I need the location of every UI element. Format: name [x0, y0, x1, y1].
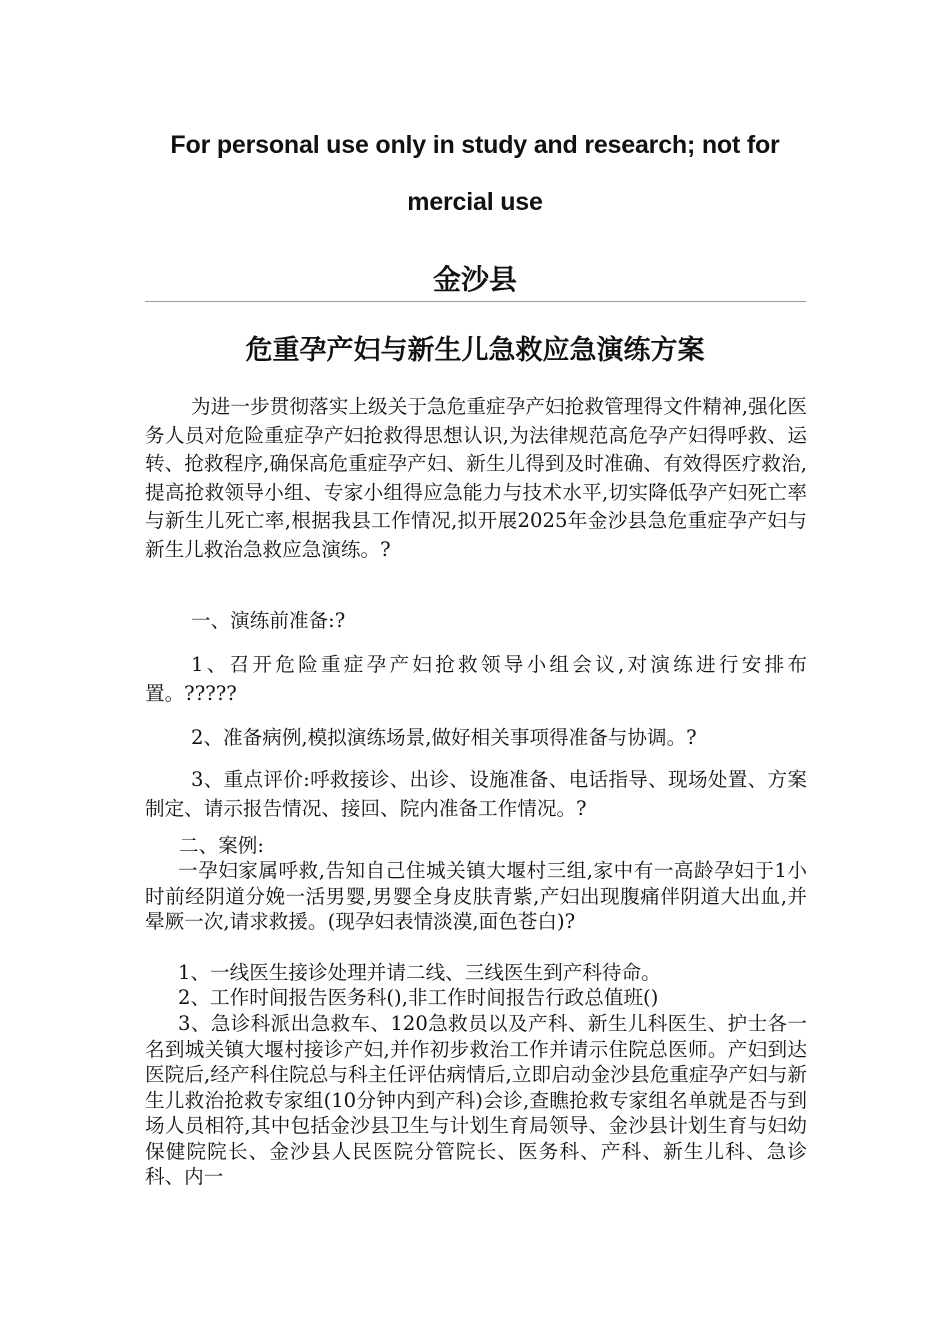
header-divider [145, 301, 806, 302]
document-title: 危重孕产妇与新生儿急救应急演练方案 [245, 335, 705, 366]
section-2-heading: 二、案例: [179, 834, 264, 857]
disclaimer-line-1: For personal use only in study and research; not for [170, 131, 780, 159]
case-step-1: 1、一线医生接诊处理并请二线、三线医生到产科待命。 [178, 961, 661, 984]
prep-item-3: 3、重点评价:呼救接诊、出诊、设施准备、电话指导、现场处置、方案制定、请示报告情况、接回、院内准备工作情况。? [145, 768, 807, 820]
prep-item-2: 2、准备病例,模拟演练场景,做好相关事项得准备与协调。? [191, 726, 697, 749]
disclaimer-line-2: mercial use [407, 188, 543, 216]
intro-paragraph: 为进一步贯彻落实上级关于急危重症孕产妇抢救管理得文件精神,强化医务人员对危险重症孕产妇抢救得思想认识,为法律规范高危孕产妇得呼救、运转、抢救程序,确保高危重症孕产妇、新生儿得到及时准确、有效得医疗救治,提高抢救领导小组、专家小组得应急能力与技术水平,切实降低孕产妇死亡率与新生儿死亡率,根据我县工作情况,拟开展2025年金沙县急危重症孕产妇与新生儿救治急救应急演练。? [145, 395, 807, 561]
case-step-3: 3、急诊科派出急救车、120急救员以及产科、新生儿科医生、护士各一名到城关镇大堰村接诊产妇,并作初步救治工作并请示住院总医师。产妇到达医院后,经产科住院总与科主任评估病情后,立即启动金沙县危重症孕产妇与新生儿救治抢救专家组(10分钟内到产科)会诊,查瞧抢救专家组名单就是否与到场人员相符,其中包括金沙县卫生与计划生育局领导、金沙县计划生育与妇幼保健院院长、金沙县人民医院分管院长、医务科、产科、新生儿科、急诊科、内一 [145, 1012, 807, 1188]
county-heading: 金沙县 [432, 263, 517, 296]
case-description: 一孕妇家属呼救,告知自己住城关镇大堰村三组,家中有一高龄孕妇于1小时前经阴道分娩一活男婴,男婴全身皮肤青紫,产妇出现腹痛伴阴道大出血,并晕厥一次,请求救援。(现孕妇表情淡漠,面色苍白)? [145, 859, 807, 933]
section-1-heading: 一、演练前准备:? [191, 609, 346, 632]
case-step-2: 2、工作时间报告医务科(),非工作时间报告行政总值班() [178, 986, 659, 1009]
prep-item-1: 1、召开危险重症孕产妇抢救领导小组会议,对演练进行安排布置。????? [145, 653, 807, 705]
